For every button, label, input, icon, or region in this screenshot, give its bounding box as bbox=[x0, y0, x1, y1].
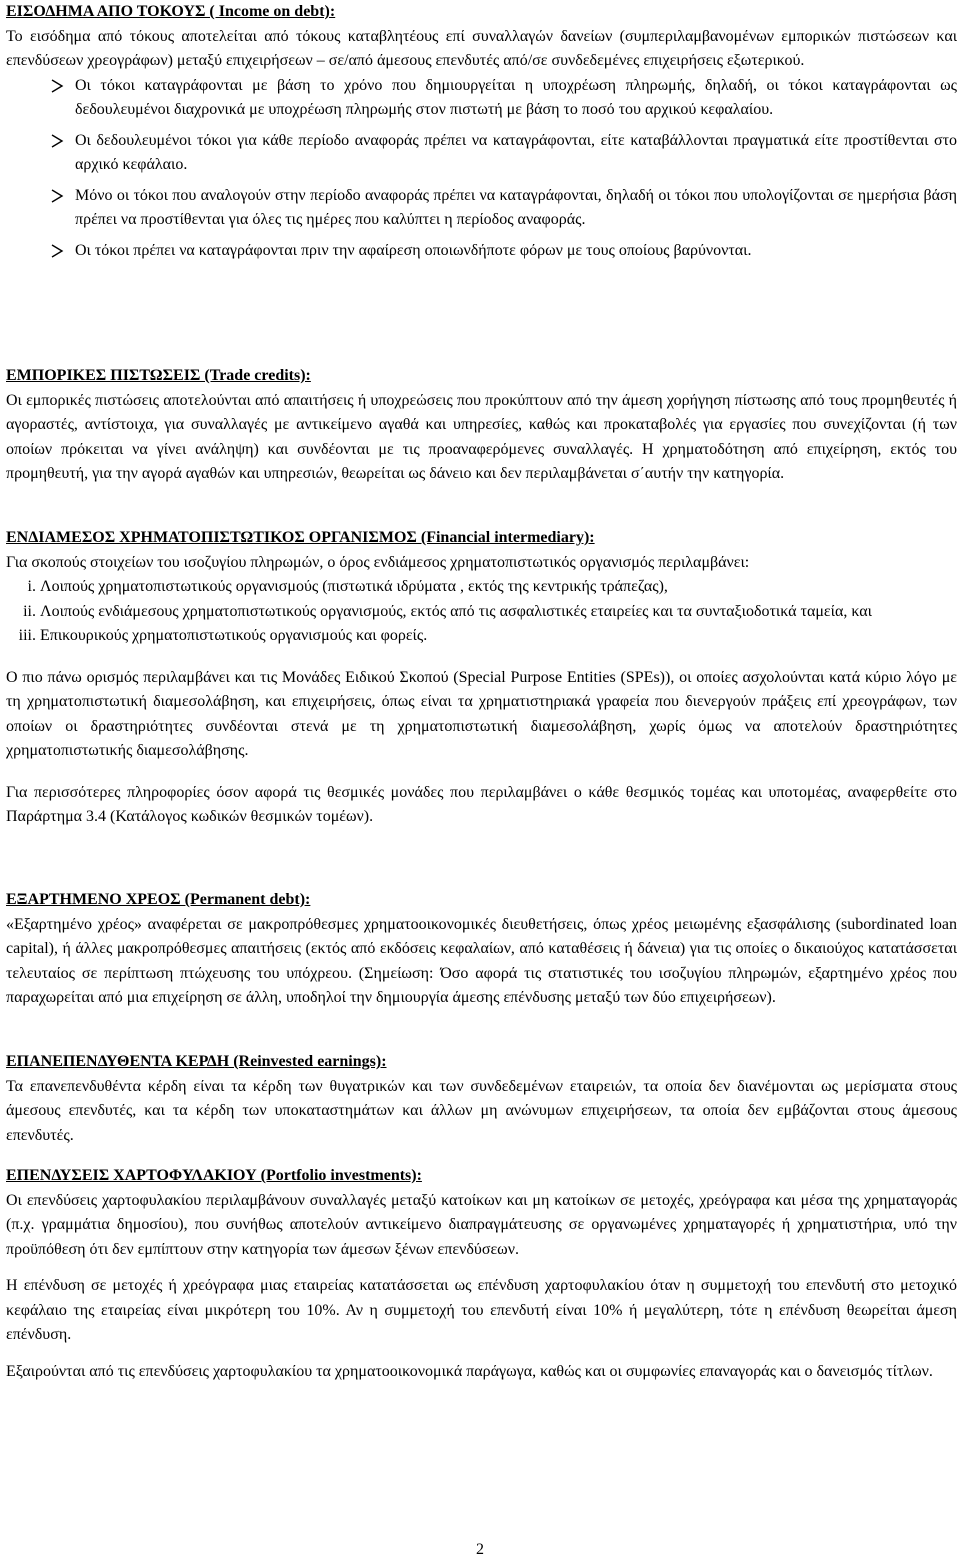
section-heading: ΕΠΑΝΕΠΕΝΔΥΘΕΝΤΑ ΚΕΡΔΗ (Reinvested earnings): bbox=[6, 1053, 387, 1070]
section-intro: Το εισόδημα από τόκους αποτελείται από τόκους καταβλητέους επί συναλλαγών δανείων (συμπεριλαμβανομένων εμπορικών πιστώσεων και επενδύσεων χρεογράφων) μεταξύ επιχειρήσεων – σε/από άμεσους επενδυτές από/σε συνδεδεμένες επιχειρήσεις εξωτερικού. bbox=[6, 27, 957, 69]
section-text: «Εξαρτημένο χρέος» αναφέρεται σε μακροπρόθεσμες χρηματοοικονομικές διευθετήσεις, όπως χρέος μειωμένης εξασφάλισης (subordinated loan capital), ή άλλες μακροπρόθεσμες απαιτήσεις (εκτός από εκδόσεις κεφαλαίων, από καταθέσεις ή δάνεια) για τις οποίες ο δικαιούχος κατατάσσεται τελευταίος σε περίπτωση πτώχευσης του υπόχρεου. (Σημείωση: Όσο αφορά τις στατιστικές του ισοζυγίου πληρωμών, εξαρτημένο χρέος που παραχωρείται από μια επιχείρηση σε άλλη, υποδηλοί την δημιουργία άμεσης επένδυσης μεταξύ των δύο επιχειρήσεων). bbox=[6, 915, 957, 1006]
roman-numeral: iii. bbox=[18, 627, 36, 644]
section-text: Οι εμπορικές πιστώσεις αποτελούνται από απαιτήσεις ή υποχρεώσεις που προκύπτουν από την άμεση χορήγηση πίστωσης από τους προμηθευτές ή αγοραστές, αντίστοιχα, για συναλλαγές με αντικείμενο αγαθά και υπηρεσίες, καθώς και προκαταβολές για εργασίες που συνεχίζονται (ή των οποίων πρόκειται να γίνει ανάληψη) και συνδέονται με τις προαναφερόμενες συναλλαγές. Η χρηματοδότηση από επιχείρηση, εκτός του προμηθευτή, για την αγορά αγαθών και υπηρεσιών, θεωρείται ως δάνειο και δεν περιλαμβάνεται σ΄αυτήν την κατηγορία. bbox=[6, 391, 957, 482]
section-paragraph: Εξαιρούνται από τις επενδύσεις χαρτοφυλακίου τα χρηματοοικονομικά παράγωγα, καθώς και οι συμφωνίες επαναγοράς και ο δανεισμός τίτλων. bbox=[6, 1362, 933, 1380]
roman-numeral: ii. bbox=[23, 602, 36, 620]
section-financial-intermediary bbox=[6, 526, 957, 830]
arrow-bullet-icon bbox=[50, 79, 64, 93]
section-permanent-debt bbox=[6, 888, 957, 1011]
bullet-item bbox=[6, 184, 957, 233]
section-trade-credits bbox=[6, 364, 957, 487]
page-number: 2 bbox=[476, 1541, 484, 1558]
section-reinvested-earnings bbox=[6, 1050, 957, 1148]
arrow-bullet-icon bbox=[50, 189, 64, 203]
arrow-bullet-icon bbox=[50, 134, 64, 148]
roman-numeral: i. bbox=[27, 578, 36, 595]
section-paragraph: Οι επενδύσεις χαρτοφυλακίου περιλαμβάνουν συναλλαγές μεταξύ κατοίκων και μη κατοίκων σε μετοχές, χρεόγραφα και μέσα της χρηματαγοράς (π.χ. γραμμάτια δημοσίου), που συνήθως αποτελούν αντικείμενο διαπραγμάτευσης σε οργανωμένες χρηματαγορές ή χρηματιστήρια, υπό την προϋπόθεση ότι δεν εμπίπτουν στην κατηγορία των άμεσων ξένων επενδύσεων. bbox=[6, 1191, 957, 1258]
bullet-item bbox=[6, 239, 957, 264]
section-intro: Για σκοπούς στοιχείων του ισοζυγίου πληρωμών, ο όρος ενδιάμεσος χρηματοπιστωτικός οργανισμός περιλαμβάνει: bbox=[6, 553, 750, 571]
section-heading: ΕΜΠΟΡΙΚΕΣ ΠΙΣΤΩΣΕΙΣ (Trade credits): bbox=[6, 367, 311, 384]
section-paragraph: Για περισσότερες πληροφορίες όσον αφορά τις θεσμικές μονάδες που περιλαμβάνει ο κάθε θεσμικός τομέας και υποτομέας, αναφερθείτε στο Παράρτημα 3.4 (Κατάλογος κωδικών θεσμικών τομέων). bbox=[6, 783, 957, 825]
roman-item-text: Λοιπούς χρηματοπιστωτικούς οργανισμούς (πιστωτικά ιδρύματα , εκτός της κεντρικής τράπεζας), bbox=[40, 578, 668, 595]
section-paragraph: Η επένδυση σε μετοχές ή χρεόγραφα μιας εταιρείας κατατάσσεται ως επένδυση χαρτοφυλακίου όταν η συμμετοχή του επενδυτή στο μετοχικό κεφάλαιο της εταιρείας είναι μικρότερη του 10%. Αν η συμμετοχή του επενδυτή είναι 10% ή μεγαλύτερη, τότε η επένδυση θεωρείται άμεση επένδυση. bbox=[6, 1277, 957, 1343]
bullet-text: Μόνο οι τόκοι που αναλογούν στην περίοδο αναφοράς πρέπει να καταγράφονται, δηλαδή οι τόκοι που υπολογίζονται σε ημερήσια βάση πρέπει να προστίθενται για όλες τις ημέρες που καλύπτει η περίοδος αναφοράς. bbox=[75, 186, 957, 228]
roman-list-item bbox=[6, 624, 957, 649]
roman-list-item bbox=[6, 600, 957, 625]
section-paragraph: Ο πιο πάνω ορισμός περιλαμβάνει και τις Μονάδες Ειδικού Σκοπού (Special Purpose Entities (SPEs)), οι οποίες ασχολούνται κατά κύριο λόγο με τη χρηματοπιστωτική διαμεσολάβηση, και επιχειρήσεις, όπως είναι τα χρηματιστηριακά γραφεία που διενεργούν πράξεις επί χρεογράφων, των οποίων οι δραστηριότητες συνδέονται στενά με τη χρηματοπιστωτική διαμεσολάβηση, χωρίς όμως να αποτελούν δραστηριότητες χρηματοπιστωτικής διαμεσολάβησης. bbox=[6, 668, 957, 759]
section-heading: ΕΙΣΟΔΗΜΑ ΑΠΟ ΤΟΚΟΥΣ ( Income on debt): bbox=[6, 3, 336, 20]
bullet-text: Οι τόκοι καταγράφονται με βάση το χρόνο που δημιουργείται η υποχρέωση πληρωμής, δηλαδή, οι τόκοι καταγράφονται ως δεδουλευμένοι διαχρονικά με υποχρέωση πληρωμής στον πιστωτή με βάση το ποσό του αρχικού κεφαλαίου. bbox=[75, 76, 957, 118]
section-portfolio-investments bbox=[6, 1164, 957, 1384]
arrow-bullet-icon bbox=[50, 244, 64, 258]
roman-list bbox=[6, 575, 957, 649]
section-heading: ΕΞΑΡΤΗΜΕΝΟ ΧΡΕΟΣ (Permanent debt): bbox=[6, 891, 311, 908]
roman-item-text: Επικουρικούς χρηματοπιστωτικούς οργανισμούς και φορείς. bbox=[40, 627, 428, 644]
roman-item-text: Λοιπούς ενδιάμεσους χρηματοπιστωτικούς οργανισμούς, εκτός από τις ασφαλιστικές εταιρείες και τα συνταξιοδοτικά ταμεία, και bbox=[40, 602, 872, 620]
bullet-text: Οι δεδουλευμένοι τόκοι για κάθε περίοδο αναφοράς πρέπει να καταγράφονται, είτε καταβάλλονται πραγματικά είτε προστίθενται στο αρχικό κεφάλαιο. bbox=[75, 131, 957, 173]
section-income-on-debt bbox=[6, 0, 957, 269]
bullet-item bbox=[6, 129, 957, 178]
bullet-text: Οι τόκοι πρέπει να καταγράφονται πριν την αφαίρεση οποιωνδήποτε φόρων με τους οποίους βαρύνονται. bbox=[75, 241, 752, 259]
bullet-list bbox=[6, 74, 957, 264]
roman-list-item bbox=[6, 575, 957, 600]
section-text: Τα επανεπενδυθέντα κέρδη είναι τα κέρδη των θυγατρικών και των συνδεδεμένων εταιρειών, τα οποία δεν διανέμονται ως μερίσματα στους άμεσους επενδυτές, και τα κέρδη των υποκαταστημάτων και άλλων μη ανώνυμων επιχειρήσεων, τα οποία δεν εμβάζονται στους άμεσους επενδυτές. bbox=[6, 1077, 957, 1144]
section-heading: ΕΝΔΙΑΜΕΣΟΣ ΧΡΗΜΑΤΟΠΙΣΤΩΤΙΚΟΣ ΟΡΓΑΝΙΣΜΟΣ (Financial intermediary): bbox=[6, 529, 595, 546]
section-heading: ΕΠΕΝΔΥΣΕΙΣ ΧΑΡΤΟΦΥΛΑΚΙΟΥ (Portfolio investments): bbox=[6, 1167, 422, 1184]
bullet-item bbox=[6, 74, 957, 123]
